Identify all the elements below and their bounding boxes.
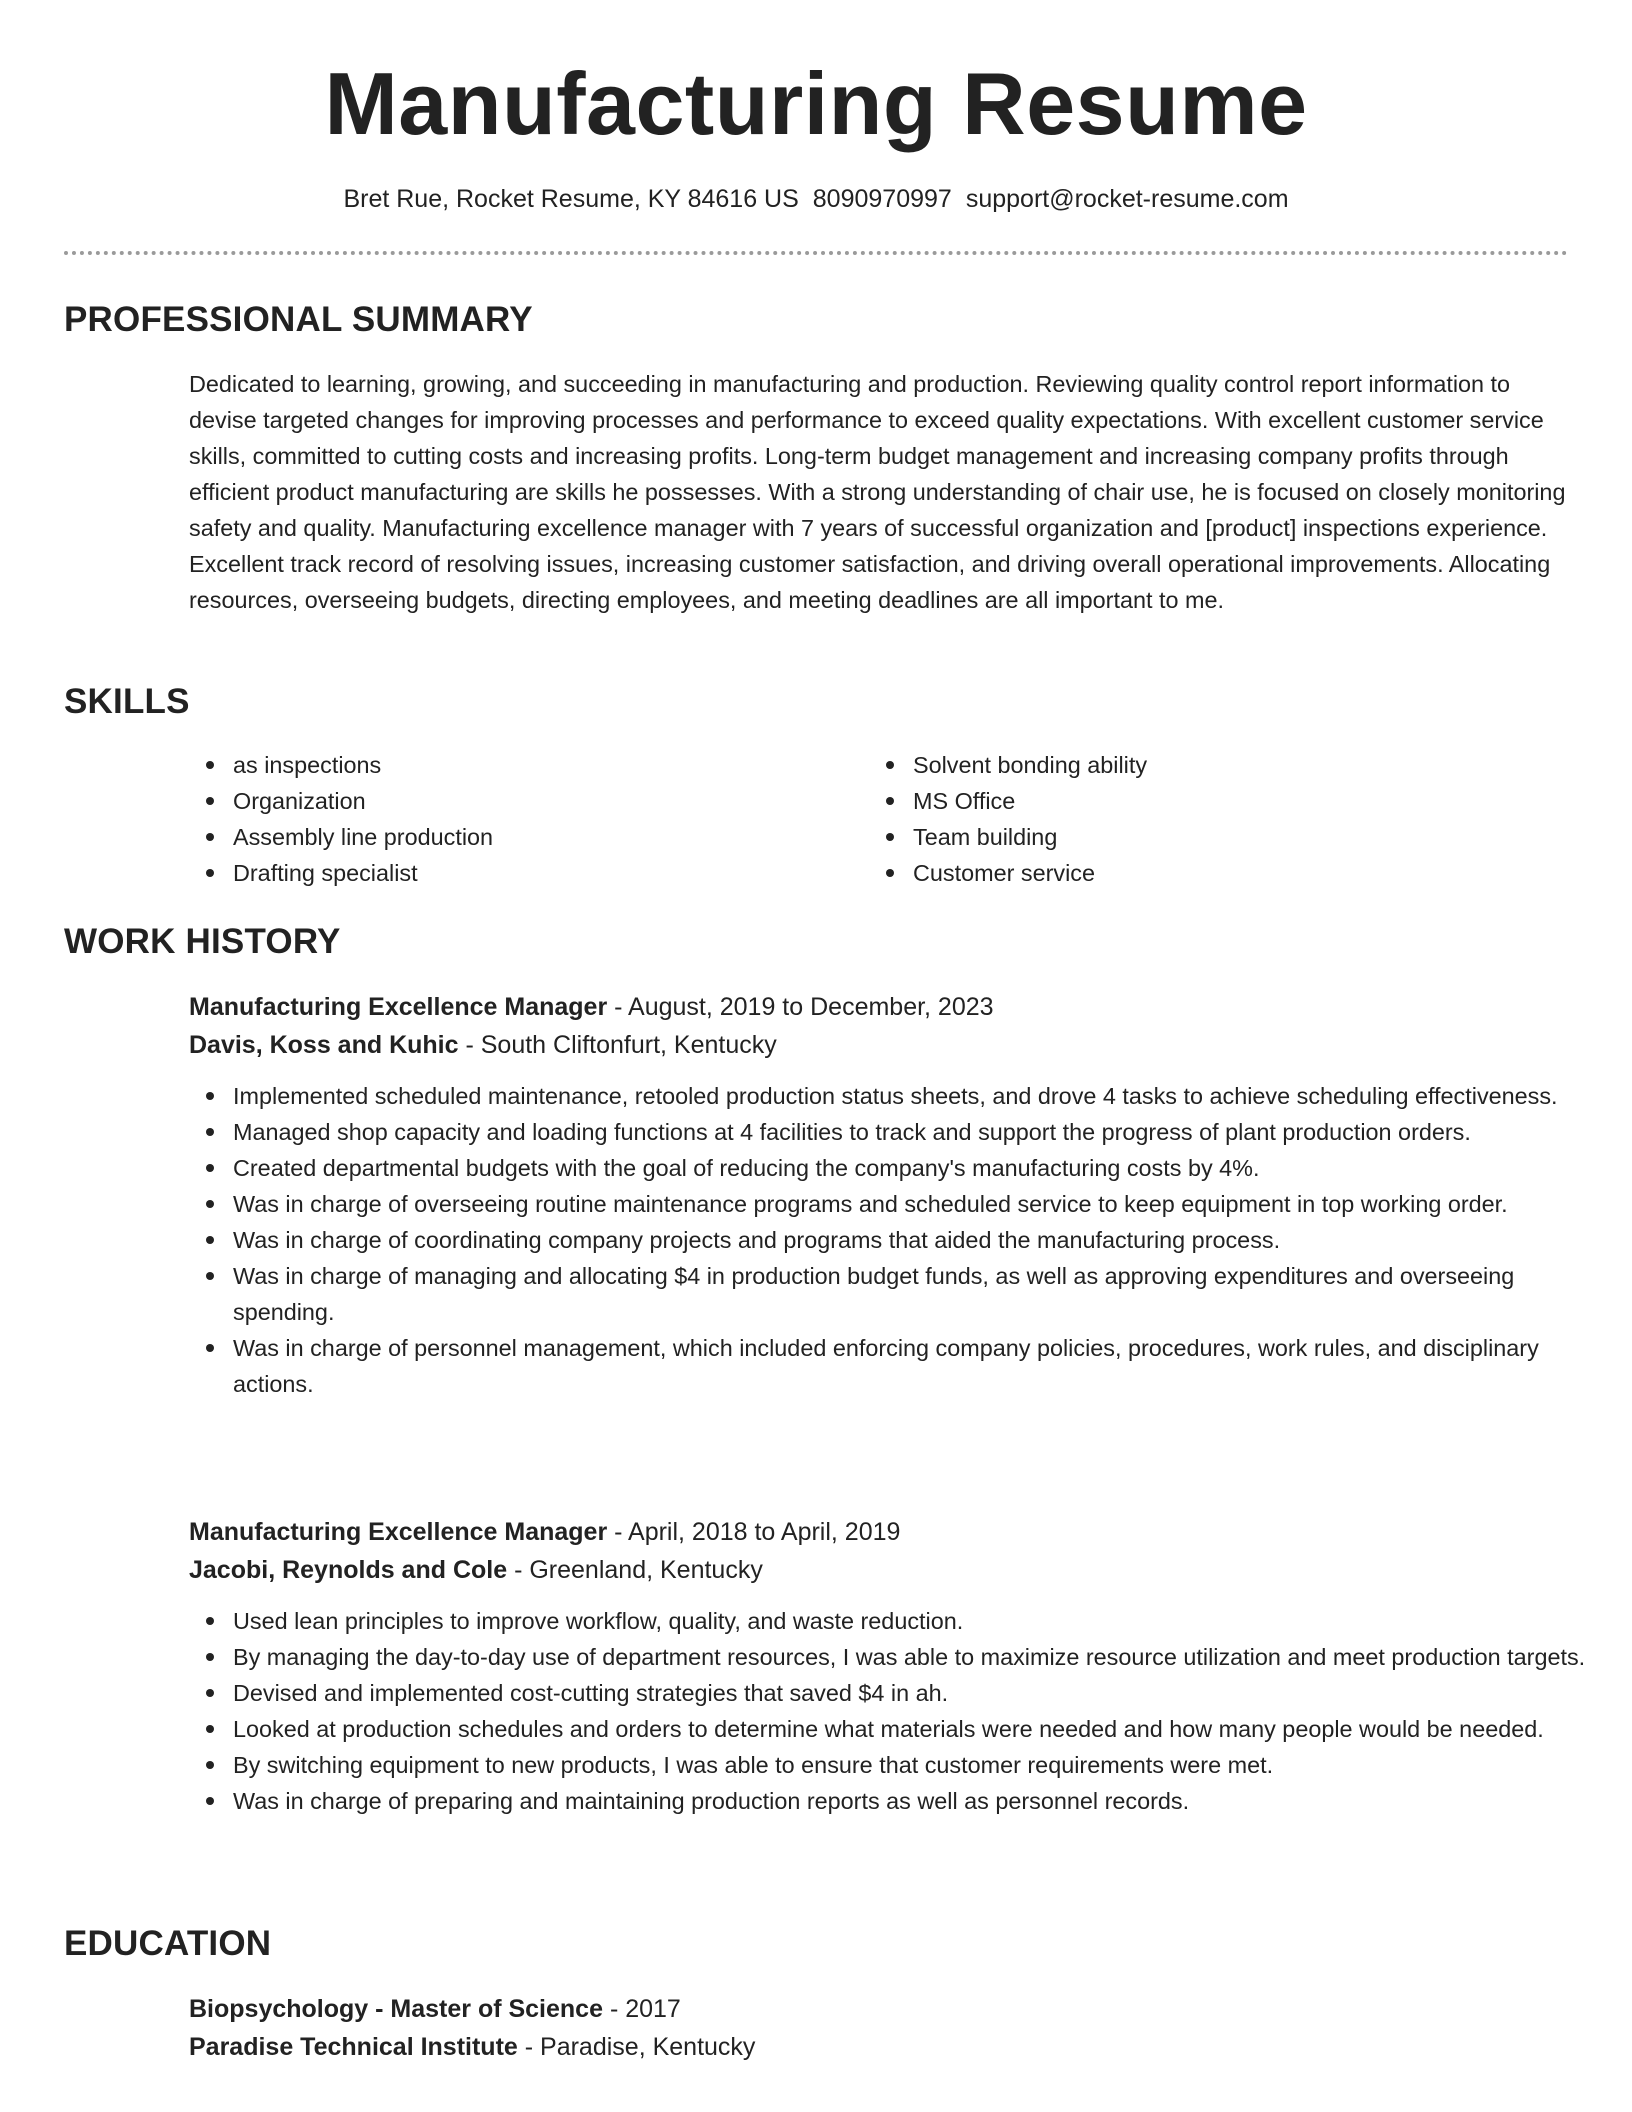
job-bullets <box>189 1603 1586 1819</box>
skill-text: Organization <box>233 788 366 814</box>
section-title-work-history: WORK HISTORY <box>64 922 341 961</box>
job-bullet <box>189 1603 1609 1639</box>
job-bullet-text: Devised and implemented cost-cutting strategies that saved $4 in ah. <box>233 1680 949 1706</box>
job-entry <box>189 1513 1586 1819</box>
job-bullet <box>189 1675 1609 1711</box>
skill-text: Solvent bonding ability <box>913 752 1148 778</box>
job-location: - Greenland, Kentucky <box>507 1556 763 1584</box>
section-title-skills: SKILLS <box>64 682 190 721</box>
job-bullet <box>189 1078 1609 1114</box>
job-dates: - April, 2018 to April, 2019 <box>607 1518 901 1546</box>
job-bullet <box>189 1258 1609 1330</box>
bullet-icon <box>206 1689 214 1697</box>
job-bullet <box>189 1150 1609 1186</box>
job-title-line <box>189 988 1569 1026</box>
bullet-icon <box>206 1344 214 1352</box>
skill-item <box>189 819 833 855</box>
education-degree: Biopsychology - Master of Science <box>189 1995 603 2023</box>
skill-item <box>869 747 1513 783</box>
bullet-icon <box>206 1128 214 1136</box>
bullet-icon <box>206 1272 214 1280</box>
job-bullet-text: Was in charge of preparing and maintaining production reports as well as personnel records. <box>233 1788 1190 1814</box>
skill-item <box>869 819 1513 855</box>
contact-phone: 8090970997 <box>812 185 952 213</box>
job-bullet-text: Used lean principles to improve workflow, quality, and waste reduction. <box>233 1608 964 1634</box>
skill-item <box>189 747 833 783</box>
job-bullet <box>189 1330 1609 1402</box>
bullet-icon <box>206 1236 214 1244</box>
job-dates: - August, 2019 to December, 2023 <box>607 993 994 1021</box>
job-company-line <box>189 1026 1569 1064</box>
job-company-line <box>189 1551 1569 1589</box>
bullet-icon <box>206 1797 214 1805</box>
skills-column-left <box>189 747 833 891</box>
bullet-icon <box>206 1164 214 1172</box>
job-title: Manufacturing Excellence Manager <box>189 993 608 1021</box>
job-bullet <box>189 1783 1609 1819</box>
education-school: Paradise Technical Institute <box>189 2033 518 2061</box>
job-bullets <box>189 1078 1569 1402</box>
job-location: - South Cliftonfurt, Kentucky <box>458 1031 777 1059</box>
job-bullet <box>189 1639 1609 1675</box>
job-bullet-text: Created departmental budgets with the goal of reducing the company's manufacturing costs by 4%. <box>233 1155 1260 1181</box>
job-bullet <box>189 1711 1609 1747</box>
bullet-icon <box>206 1725 214 1733</box>
skill-text: Drafting specialist <box>233 860 418 886</box>
bullet-icon <box>206 1617 214 1625</box>
job-bullet <box>189 1747 1609 1783</box>
job-entry <box>189 988 1569 1402</box>
job-title: Manufacturing Excellence Manager <box>189 1518 608 1546</box>
skill-item <box>869 855 1513 891</box>
job-company: Jacobi, Reynolds and Cole <box>189 1556 508 1584</box>
education-location: - Paradise, Kentucky <box>517 2033 756 2061</box>
bullet-icon <box>206 1092 214 1100</box>
summary-text: Dedicated to learning, growing, and succeeding in manufacturing and production. Reviewing quality control report information to devise targeted changes for improving processes and performance to exceed quality expectations. With excellent customer service skills, committed to cutting costs and increasing profits. Long-term budget management and increasing company profits through efficient product manufacturing are skills he possesses. With a strong understanding of chair use, he is focused on closely monitoring safety and quality. Manufacturing excellence manager with 7 years of successful organization and [product] inspections experience. Excellent track record of resolving issues, increasing customer satisfaction, and driving overall operational improvements. Allocating resources, overseeing budgets, directing employees, and meeting deadlines are all important to me. <box>189 371 1566 613</box>
job-bullet-text: Was in charge of coordinating company projects and programs that aided the manufacturing process. <box>233 1227 1281 1253</box>
job-bullet-text: Implemented scheduled maintenance, retooled production status sheets, and drove 4 tasks to achieve scheduling effectiveness. <box>233 1083 1558 1109</box>
job-bullet <box>189 1186 1609 1222</box>
job-title-line <box>189 1513 1569 1551</box>
skill-item <box>869 783 1513 819</box>
skill-item <box>189 783 833 819</box>
skill-text: Team building <box>913 824 1058 850</box>
job-bullet-text: Looked at production schedules and orders to determine what materials were needed and how many people would be needed. <box>233 1716 1544 1742</box>
skill-text: MS Office <box>913 788 1016 814</box>
bullet-icon <box>886 869 894 877</box>
section-title-summary: PROFESSIONAL SUMMARY <box>64 300 533 339</box>
header-divider <box>64 251 1568 255</box>
bullet-icon <box>886 797 894 805</box>
education-entry <box>189 1990 1569 2066</box>
skills-column-right <box>869 747 1513 891</box>
job-company: Davis, Koss and Kuhic <box>189 1031 459 1059</box>
section-title-education: EDUCATION <box>64 1924 272 1963</box>
skill-text: Customer service <box>913 860 1095 886</box>
bullet-icon <box>206 1761 214 1769</box>
job-bullet-text: Managed shop capacity and loading functions at 4 facilities to track and support the progress of plant production orders. <box>233 1119 1471 1145</box>
skill-text: as inspections <box>233 752 382 778</box>
education-school-line <box>189 2028 1569 2066</box>
job-bullet-text: Was in charge of managing and allocating $4 in production budget funds, as well as approving expenditures and overseeing spending. <box>233 1263 1515 1325</box>
contact-address: Bret Rue, Rocket Resume, KY 84616 US <box>343 185 799 213</box>
bullet-icon <box>206 761 214 769</box>
education-year: - 2017 <box>603 1995 681 2023</box>
skill-text: Assembly line production <box>233 824 494 850</box>
page-title: Manufacturing Resume <box>324 54 1308 153</box>
job-bullet-text: By managing the day-to-day use of department resources, I was able to maximize resource utilization and meet production targets. <box>233 1644 1586 1670</box>
job-bullet-text: By switching equipment to new products, I was able to ensure that customer requirements were met. <box>233 1752 1274 1778</box>
contact-email: support@rocket-resume.com <box>965 185 1289 213</box>
bullet-icon <box>206 869 214 877</box>
bullet-icon <box>206 1200 214 1208</box>
bullet-icon <box>206 833 214 841</box>
education-degree-line <box>189 1990 1569 2028</box>
job-bullet-text: Was in charge of personnel management, which included enforcing company policies, procedures, work rules, and disciplinary actions. <box>233 1335 1539 1397</box>
contact-line <box>0 182 1632 216</box>
skill-item <box>189 855 833 891</box>
bullet-icon <box>886 761 894 769</box>
bullet-icon <box>206 1653 214 1661</box>
bullet-icon <box>206 797 214 805</box>
job-bullet-text: Was in charge of overseeing routine maintenance programs and scheduled service to keep equipment in top working order. <box>233 1191 1508 1217</box>
bullet-icon <box>886 833 894 841</box>
job-bullet <box>189 1114 1609 1150</box>
job-bullet <box>189 1222 1609 1258</box>
